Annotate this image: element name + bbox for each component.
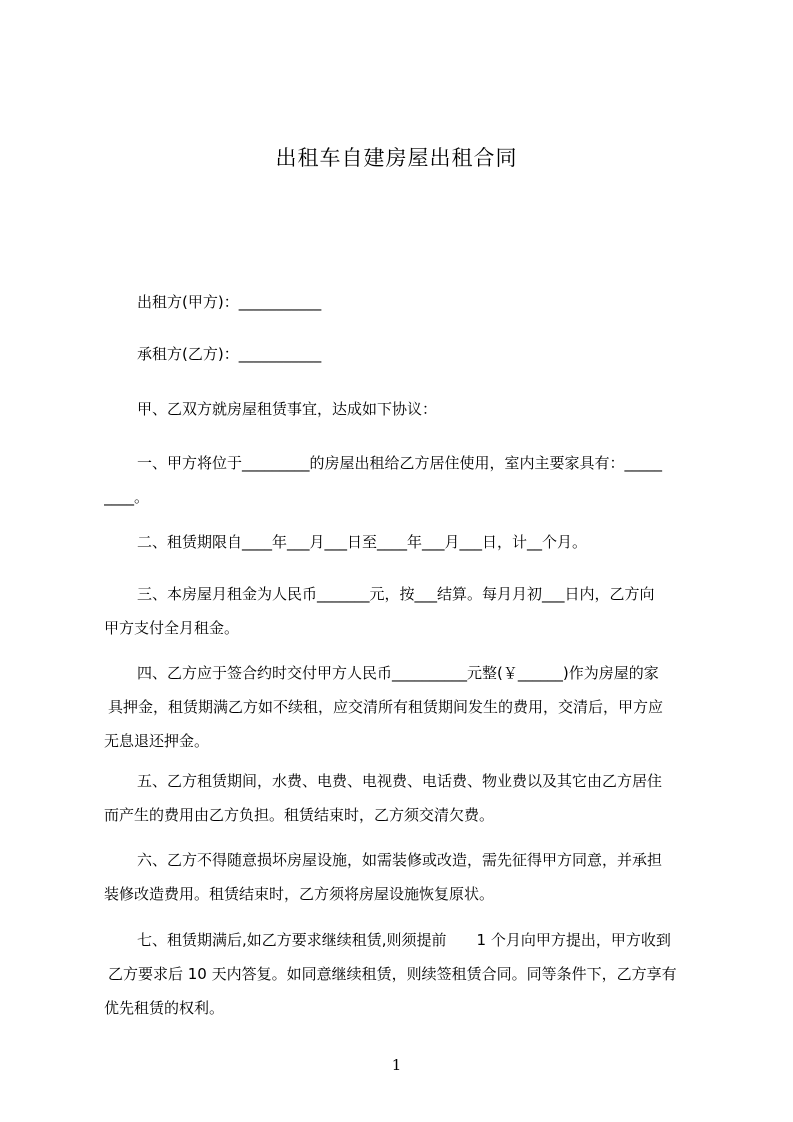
clause-5 — [104, 764, 700, 832]
clause-1 — [104, 446, 700, 514]
clause-6 — [104, 843, 700, 911]
clause-6-line-1: 六、乙方不得随意损坏房屋设施，如需装修或改造，需先征得甲方同意，并承担 — [137, 851, 663, 869]
clause-1-line-2: ____。 — [104, 488, 150, 506]
clause-4-line-2: 具押金，租赁期满乙方如不续租，应交清所有租赁期间发生的费用，交清后，甲方应 — [108, 698, 664, 716]
clause-4 — [104, 656, 700, 758]
page-number: 1 — [391, 1056, 402, 1074]
clause-3-line-2: 甲方支付全月租金。 — [104, 619, 240, 637]
clause-3 — [104, 577, 700, 645]
clause-1-line-1: 一、甲方将位于_________的房屋出租给乙方居住使用，室内主要家具有：_____ — [137, 454, 663, 472]
clause-2 — [104, 525, 700, 559]
lessee-line: 承租方(乙方)：___________ — [137, 345, 322, 363]
clause-5-line-2: 而产生的费用由乙方负担。租赁结束时，乙方须交清欠费。 — [104, 806, 495, 824]
clause-7-line-2: 乙方要求后 10 天内答复。如同意继续租赁，则续签租赁合同。同等条件下，乙方享有 — [108, 965, 677, 983]
clause-2-line-1: 二、租赁期限自____年___月___日至____年___月___日，计__个月。 — [137, 533, 588, 551]
clause-4-line-3: 无息退还押金。 — [104, 732, 210, 750]
agreement-intro: 甲、乙双方就房屋租赁事宜，达成如下协议： — [137, 400, 438, 418]
lessor-line: 出租方(甲方)：___________ — [137, 293, 322, 311]
document-title: 出租车自建房屋出租合同 — [275, 146, 518, 170]
clause-5-line-1: 五、乙方租赁期间，水费、电费、电视费、电话费、物业费以及其它由乙方居住 — [137, 772, 663, 790]
clause-3-line-1: 三、本房屋月租金为人民币_______元，按___结算。每月月初___日内，乙方向 — [137, 585, 655, 603]
clause-7-line-3: 优先租赁的权利。 — [104, 999, 225, 1017]
clause-7-line-1: 七、租赁期满后,如乙方要求继续租赁,则须提前 1 个月向甲方提出，甲方收到 — [137, 931, 671, 949]
clause-7 — [104, 923, 700, 1025]
clause-6-line-2: 装修改造费用。租赁结束时，乙方须将房屋设施恢复原状。 — [104, 885, 495, 903]
clause-4-line-1: 四、乙方应于签合约时交付甲方人民币__________元整(￥______)作为房屋的家 — [137, 664, 659, 682]
